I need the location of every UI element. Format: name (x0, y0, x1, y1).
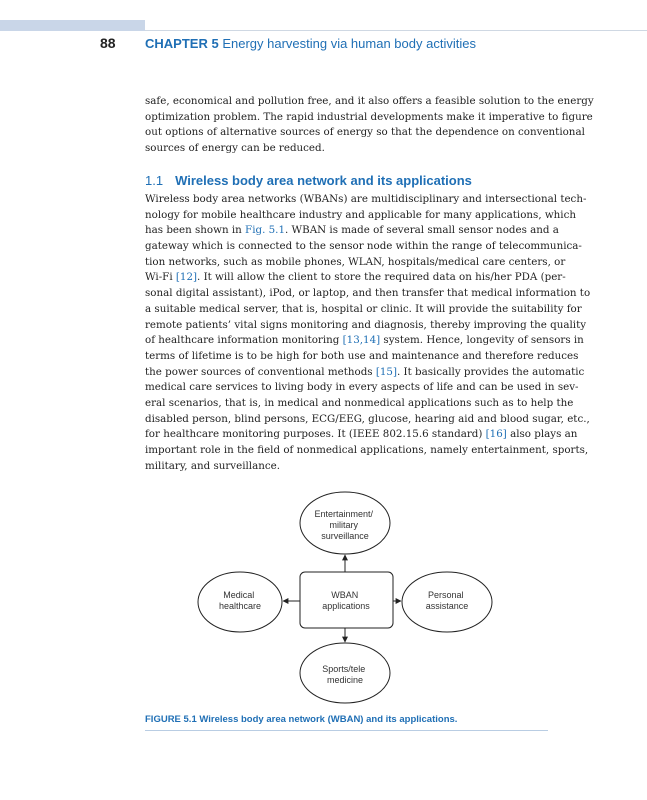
wban-diagram (195, 492, 505, 704)
text-line: out options of alternative sources of energy so that the dependence on conventional (145, 126, 585, 139)
text-line: medical care services to living body in every aspects of life and can be used in sev- (145, 381, 579, 394)
text-line: eral scenarios, that is, in medical and nonmedical applications such as to help the (145, 396, 574, 409)
header-rule (145, 30, 647, 31)
text-line: important role in the field of nonmedical applications, namely entertainment, sports, (145, 444, 589, 456)
figure-caption: FIGURE 5.1 Wireless body area network (WBAN) and its applications. (145, 714, 458, 725)
text-line: gateway which is connected to the sensor node within the range of telecommunica- (145, 240, 582, 253)
chapter-title: Energy harvesting via human body activities (222, 36, 476, 51)
citation-link[interactable]: [16] (485, 428, 507, 441)
text-line: sonal digital assistant), iPod, or laptop, and then transfer that medical information to (145, 287, 591, 300)
label-medical: Medical healthcare (218, 590, 262, 611)
text-line: tion networks, such as mobile phones, WLAN, hospitals/medical care centers, or (145, 255, 566, 268)
citation-link[interactable]: [13,14] (342, 334, 381, 347)
figure-link[interactable]: Fig. 5.1 (245, 224, 285, 237)
chapter-label: CHAPTER 5 (145, 36, 219, 51)
section-title: Wireless body area network and its applications (175, 173, 472, 188)
text-line: safe, economical and pollution free, and it also offers a feasible solution to the energy (145, 95, 594, 107)
node-wban-center (300, 572, 393, 628)
text-line: for healthcare monitoring purposes. It (IEEE 802.15.6 standard) [16] also plays an (145, 428, 578, 441)
text-line: remote patients’ vital signs monitoring and diagnosis, thereby improving the quality (145, 318, 587, 331)
citation-link[interactable]: [12] (175, 271, 198, 284)
text-line: terms of lifetime is to be high for both use and maintenance and therefore reduces (145, 349, 579, 362)
label-personal: Personal assistance (425, 590, 469, 611)
text-line: the power sources of conventional methods [15]. It basically provides the automatic (145, 365, 585, 378)
text-line: optimization problem. The rapid industrial developments make it imperative to figure (145, 110, 593, 123)
text-line: Wireless body area networks (WBANs) are multidisciplinary and intersectional tech- (145, 193, 587, 205)
text-line: sources of energy can be reduced. (145, 142, 325, 155)
text-line: of healthcare information monitoring [13,14] system. Hence, longevity of sensors in (145, 334, 584, 347)
text-line: disabled person, blind persons, ECG/EEG, glucose, hearing aid and blood sugar, etc., (145, 412, 590, 425)
section-heading (145, 173, 472, 188)
text-line: Wi-Fi [12]. It will allow the client to store the required data on his/her PDA (per- (145, 271, 566, 284)
intro-paragraph (145, 94, 594, 157)
text-line: nology for mobile healthcare industry and applicable for many applications, which (145, 208, 576, 221)
label-wban: WBAN applications (322, 590, 370, 611)
header-accent-bar (0, 20, 145, 31)
label-sports: Sports/tele medicine (322, 664, 366, 685)
label-entertainment: Entertainment/ military surveillance (314, 509, 374, 541)
text-line: military, and surveillance. (145, 459, 281, 472)
caption-rule (145, 730, 548, 731)
citation-link[interactable]: [15] (375, 365, 397, 378)
text-line: a suitable medical server, that is, hospital or clinic. It will provide the suitability for (145, 302, 582, 315)
page-number: 88 (100, 35, 116, 51)
section-number: 1.1 (145, 173, 164, 188)
text-line: has been shown in Fig. 5.1. WBAN is made of several small sensor nodes and a (145, 224, 559, 237)
running-head (145, 36, 476, 51)
body-paragraph (145, 192, 591, 474)
